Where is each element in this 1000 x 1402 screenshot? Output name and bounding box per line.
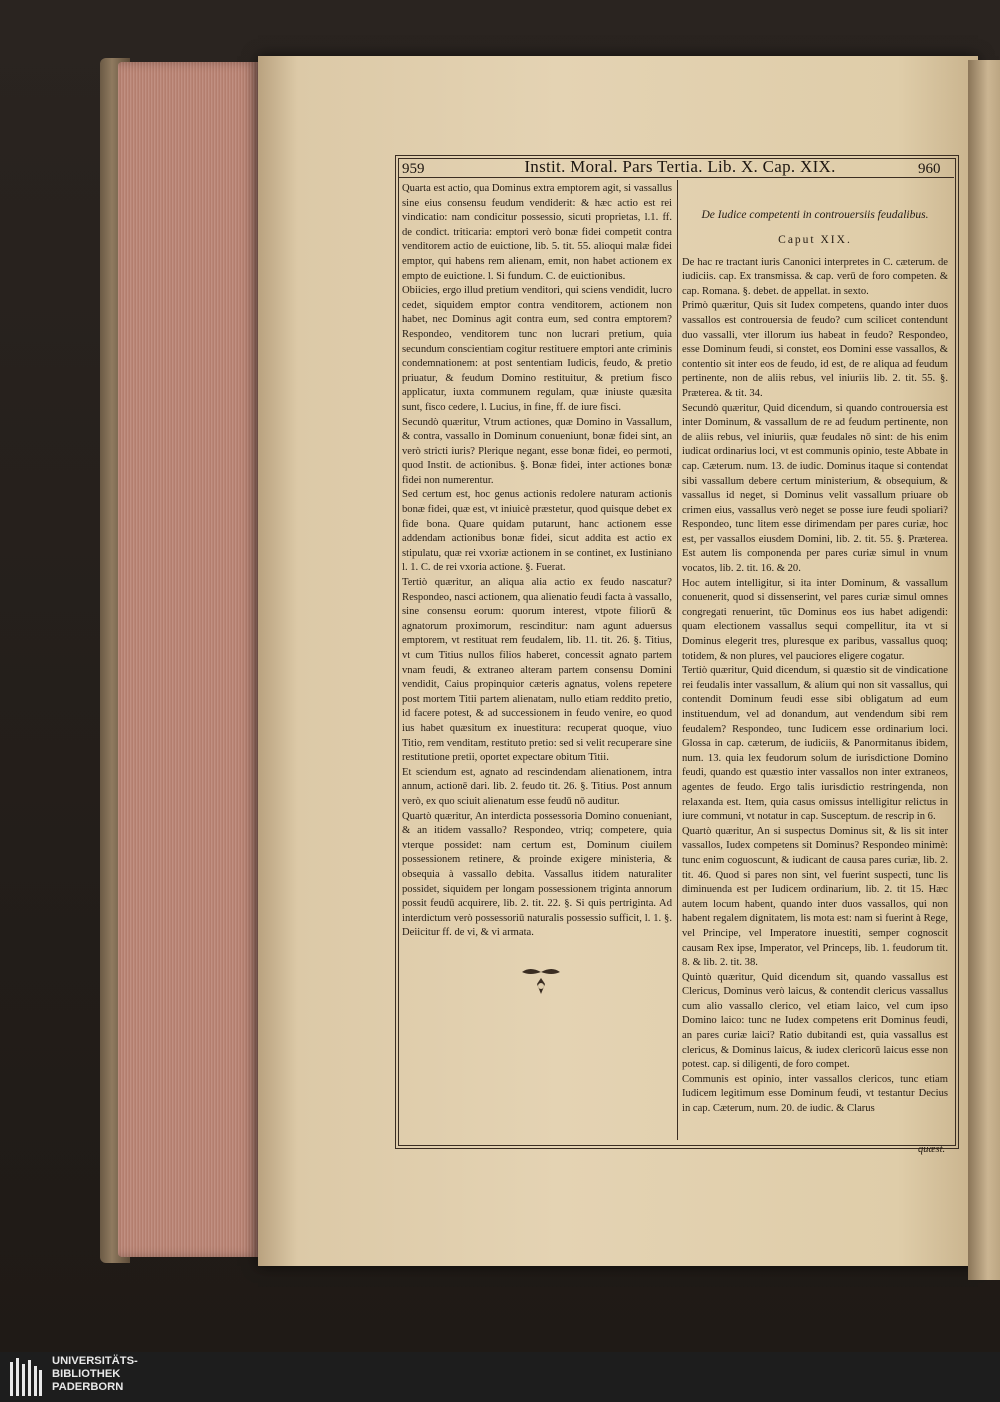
chapter-title: De Iudice competenti in controuersiis feudalibus. <box>701 209 929 221</box>
paragraph: Tertiò quæritur, an aliqua alia actio ex feudo nascatur? Respondeo, nasci actionem, qua alienatio feudi facta à vassallo, sine consensu eorum: quorum interest, vtpote filiorū & agnatorum proximorum, rescinditur: nam agunt aduersus emptorem, vt restituat rem feudalem, lib. 11. tit. 26. §. Titius, vt cum Titius nullos filios haberet, concessit agnato partem vnam feudi, & extraneo alteram partem consensu Domini vendidit, Caius propinquior cæteris agnatus, volens repetere post mortem Titii partem alienatam, nullo etiam reddito pretio, id facere potest, & ad successionem in feudo venire, eo quod ius habet quæsitum ex inuestitura: recuperat quoque, viuo Titio, rem venditam, restituto pretio: sed si velit recuperare sine restitutione pretii, oportet expectare obitum Titii. <box>402 577 672 764</box>
left-page-number: 959 <box>402 161 425 177</box>
library-footer <box>0 1352 1000 1402</box>
paragraph: De hac re tractant iuris Canonici interpretes in C. cæterum. de iudiciis. cap. Ex transmissa. & cap. verū de foro competen. & cap. Romana. §. debet. de appellat. in sexto. <box>682 256 948 297</box>
paragraph: Obiicies, ergo illud pretium venditori, qui sciens vendidit, lucro cedet, siquidem emptor contra venditorem, actionem non habet, nec Dominus agit contra eum, sed contra emptorem? Respondeo, venditorem tunc non lucrari pretium, quia secundum conscientiam cogitur restituere emptori ante criminis condemnationem: at post sententiam Iudicis, feudo, & pretio priuatur, & feudum Domino restituitur, & pretium fisco applicatur, iuxta communem regulam, quæ iniuste quæsita sunt, fisco cedere, l. Lucius, in fine, ff. de iure fisci. <box>402 285 672 413</box>
header-rule <box>398 177 954 178</box>
catchword: quæst. <box>918 1144 946 1155</box>
chapter-heading: Caput XIX. <box>778 234 852 246</box>
paragraph: Secundò quæritur, Quid dicendum, si quando controuersia est inter Dominum, & vassallum de re ad feudum pertinente, non de aliis rebus, vel iniuriis, quæ feudales nō sint: de his enim iudicat ordinarius loci, vt est communis opinio, teste Abbate in cap. Cæterum. num. 13. de iudic. Dominus itaque si contendat sibi vassallum debere certum ministerium, & obsequium, & vassallus id neget, si Dominus velit vassallum priuare ob crimen eius, vassallus verò neget se posse iure feudi spoliari? Respondeo, tunc litem esse dirimendam per pares curiæ, hoc est, per vassallos eiusdem Domini, lib. 2. tit. 55. §. Præterea. Est autem lis componenda per pares curiæ simul in vnum vocatos, lib. 2. tit. 16. & 20. <box>682 402 948 575</box>
paragraph: Quartò quæritur, An interdicta possessoria Domino conueniant, & an itidem vassallo? Respondeo, vtriq; competere, quia vterque possidet: nam certum est, Dominum ciuilem possessionem retinere, & proinde exigere ministeria, & obsequia à vassallo debita. Vassallus itidem naturaliter possidet, siquidem per longam possessionem triginta annorum possit feudū acquirere, lib. 2. tit. 22. §. Si quis pertriginta. Ad interdictum verò possessoriū naturalis possessio sufficit, l. 1. §. Deiicitur ff. de vi, & vi armata. <box>402 810 672 939</box>
running-head: Instit. Moral. Pars Tertia. Lib. X. Cap. XIX. <box>524 157 836 176</box>
paragraph: Quartò quæritur, An si suspectus Dominus sit, & lis sit inter vassallos, Iudex competens sit Dominus? Respondeo minimè: tunc enim coguoscunt, & iudicant de causa pares curiæ, lib. 2. tit. 46. Quod si pares non sint, vel fuerint suspecti, tunc lis diminuenda est per Iudicem ordinarium, lib. 2. tit 15. Hæc autem locum habent, quando inter duos vassallos, qui non habent regalem dignitatem, lis mota est: nam si fuerint à Rege, vel Principe, vel Imperatore inuestiti, semper cognoscit causam Rex ipse, Imperator, vel Princeps, lib. 1. feudorum tit. 8. & lib. 2. tit. 38. <box>682 825 948 969</box>
paragraph: Quarta est actio, qua Dominus extra emptorem agit, si vassallus sine eius consensu feudum vendiderit: & hæc actio est rei vindicatio: nam condicitur possessio, sicuti proprietas, l.1. ff. de condict. triticaria: emptori verò bonæ fidei competit contra venditorem actio de euictione, lib. 5. tit. 55. alioqui malæ fidei emptor, qui habens rem alienam, emit, non habet actionem ex empto de euictione. l. Si fundum. C. de euictionibus. <box>402 183 672 282</box>
column-divider <box>677 180 678 1140</box>
ornament-icon <box>518 964 564 998</box>
library-logo-icon <box>8 1356 44 1398</box>
page-edges <box>118 62 260 1257</box>
paragraph: Tertiò quæritur, Quid dicendum, si quæstio sit de vindicatione rei feudalis inter vassallum, & alium qui non sit vassallus, qui contendit Dominum feudi esse sibi obligatum ad eum instituendum, vel ad donandum, aut vendendum sibi rem feudalem? Respondeo, tunc Iudicem esse ordinarium loci. Glossa in cap. cæterum, de iudiciis, & Panormitanus ibidem, num. 13. quia lex feudorum solum de iurisdictione Domino feudi, quando est quæstio inter vassallos non inter extraneos, agentes de feudo. Ergo talis iurisdictio restringenda, non relaxanda est. Item, quia casus omissus intelligitur relictus in iure communi, vt notatur in cap. Susceptum. de rescrip in 6. <box>682 665 948 823</box>
facing-page-edge <box>968 60 1000 1280</box>
left-column <box>402 182 672 941</box>
paragraph: Primò quæritur, Quis sit Iudex competens, quando inter duos vassallos est controuersia de feudo? cum scilicet contendunt duo vassalli, vter illorum ius habeat in feudo? Respondeo, esse Dominum feudi, si constet, eos Domini esse vassallos, & contentio sit inter eos de feudo, id est, de re aliqua ad feudum pertinente, non de aliis rebus, vel iniuriis lib. 2. tit. 55. §. Præterea. & tit. 34. <box>682 300 948 399</box>
paragraph: Quintò quæritur, Quid dicendum sit, quando vassallus est Clericus, Dominus verò laicus, & contendit clericus vassallus cum alio vassallo clerico, vel etiam laico, vel cum ipso Domino laico: tunc ne Iudex competens erit Dominus feudi, an pares curiæ laici? Ratio dubitandi est, quia vassallus est clericus, & Dominus laicus, & iudex clericorū laicus esse non potest. cap. si diligenti, de foro compet. <box>682 971 948 1071</box>
paragraph: Et sciendum est, agnato ad rescindendam alienationem, intra annum, actionē dari. lib. 2. feudo tit. 26. §. Titius. Post annum verò, ex quo sciuit alienatum esse feudū nō auditur. <box>402 766 672 807</box>
paragraph: Communis est opinio, inter vassallos clericos, tunc etiam Iudicem legitimum esse Dominum feudi, vt testantur Decius in cap. Cæterum, num. 20. de iudic. & Clarus <box>682 1073 948 1115</box>
right-page-number: 960 <box>918 161 941 177</box>
paragraph: Hoc autem intelligitur, si ita inter Dominum, & vassallum conuenerit, quod si dissenserint, vel pares curiæ simul omnes congregati renuerint, tūc Dominus eos ius habet adigendi: quam electionem vassallus sequi compellitur, ita vt si Dominus elegerit tres, pluresque ex paribus, vassallus quoq; totidem, & non plures, vel pauciores eligere cogatur. <box>682 577 948 662</box>
library-name-line3: PADERBORN <box>52 1381 124 1393</box>
paragraph: Secundò quæritur, Vtrum actiones, quæ Domino in Vassallum, & contra, vassallo in Dominum conueniunt, bonæ fidei sint, an verò stricti iuris? Plerique negant, esse bonæ fidei, eo permoti, quod Instit. de actionibus. §. Bonæ fidei, inter actiones bonæ fidei non numerentur. <box>402 416 672 486</box>
right-column <box>682 208 948 1117</box>
library-name-line1: UNIVERSITÄTS- <box>52 1355 138 1367</box>
library-name <box>52 1355 138 1394</box>
paragraph: Sed certum est, hoc genus actionis redolere naturam actionis bonæ fidei, quæ est, vt iniuicè præstetur, quod quisque debet ex fide bona. Quare quidam putarunt, hanc actionem esse addendam actionibus bonæ fidei, sicut addita est actio ex stipulatu, quæ rei vxoriæ actionem in se continet, ex Iustiniano l. 1. C. de rei vxoria actione. §. Fuerat. <box>402 489 672 574</box>
library-name-line2: BIBLIOTHEK <box>52 1368 121 1380</box>
